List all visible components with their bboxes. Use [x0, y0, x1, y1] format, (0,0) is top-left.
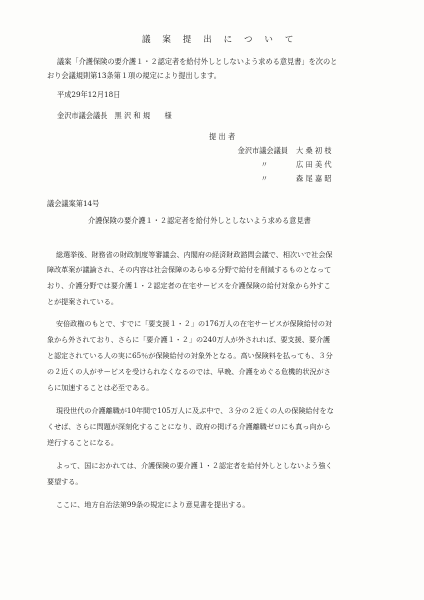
- body-line: らに加速することは必至である。: [47, 383, 154, 392]
- submitter-name: 大 桑 初 枝: [296, 146, 332, 155]
- submitter-prefix: 金沢市議会議員: [237, 146, 288, 155]
- body-line: ここに、地方自治法第99条の規定により意見書を提出する。: [56, 500, 250, 509]
- body-line: くせば、さらに問題が深刻化することになり、政府の掲げる介護離職ゼロにも真っ向から: [47, 422, 331, 431]
- body-line: とが提案されている。: [47, 297, 118, 306]
- intro-line-1: 議案「介護保険の要介護１・２認定者を給付外しとしないよう求める意見書」を次のと: [57, 57, 338, 66]
- body-line: 総選挙後、財務省の財政制度等審議会、内閣府の経済財政諮問会議で、相次いで社会保: [56, 250, 333, 259]
- body-line: よって、国におかれては、介護保険の要介護１・２認定者を給付外しとしないよう強く: [56, 461, 333, 470]
- addressee: 金沢市議会議長 黒 沢 和 規 様: [57, 111, 172, 120]
- body-line: 安倍政権のもとで、すでに「要支援１・２」の176万人の在宅サービスが保険給付の対: [56, 319, 333, 328]
- submitter-prefix: 〃: [260, 160, 268, 169]
- body-line: 逆行することになる。: [47, 438, 118, 447]
- body-line: 障改革案が議論され、その内容は社会保障のあらゆる分野で給付を削減するものとなって: [47, 265, 332, 274]
- date: 平成29年12月18日: [57, 90, 121, 99]
- bill-number: 議会議案第14号: [47, 199, 100, 208]
- bill-title: 介護保険の要介護１・２認定者を給付外しとしないよう求める意見書: [88, 216, 311, 225]
- body-line: 要望する。: [47, 477, 83, 486]
- intro-line-2: おり会議規則第13条第１項の規定により提出します。: [47, 71, 221, 80]
- body-line: おり、介護分野では要介護１・２認定者の在宅サービスを介護保険の給付対象から外すこ: [47, 281, 331, 290]
- header-title: 議 案 提 出 に つ い て: [142, 35, 298, 45]
- body-line: と認定されている人の実に65％が保険給付の対象外となる。高い保険料を払っても、３分: [47, 351, 333, 360]
- submitter-heading: 提 出 者: [209, 132, 236, 141]
- body-line: 象から外されており、さらに「要介護１・２」の240万人が外されれば、要支援、要介護: [47, 335, 331, 344]
- submitter-name: 広 田 美 代: [296, 160, 332, 169]
- body-line: 現役世代の介護離職が10年間で105万人に及ぶ中で、３分の２近くの人の保険給付をな: [56, 406, 334, 415]
- submitter-name: 森 尾 嘉 昭: [296, 174, 332, 183]
- submitter-prefix: 〃: [260, 174, 268, 183]
- body-line: の２近くの人がサービスを受けられなくなるのでは、早晩、介護をめぐる危機的状況がさ: [47, 367, 331, 376]
